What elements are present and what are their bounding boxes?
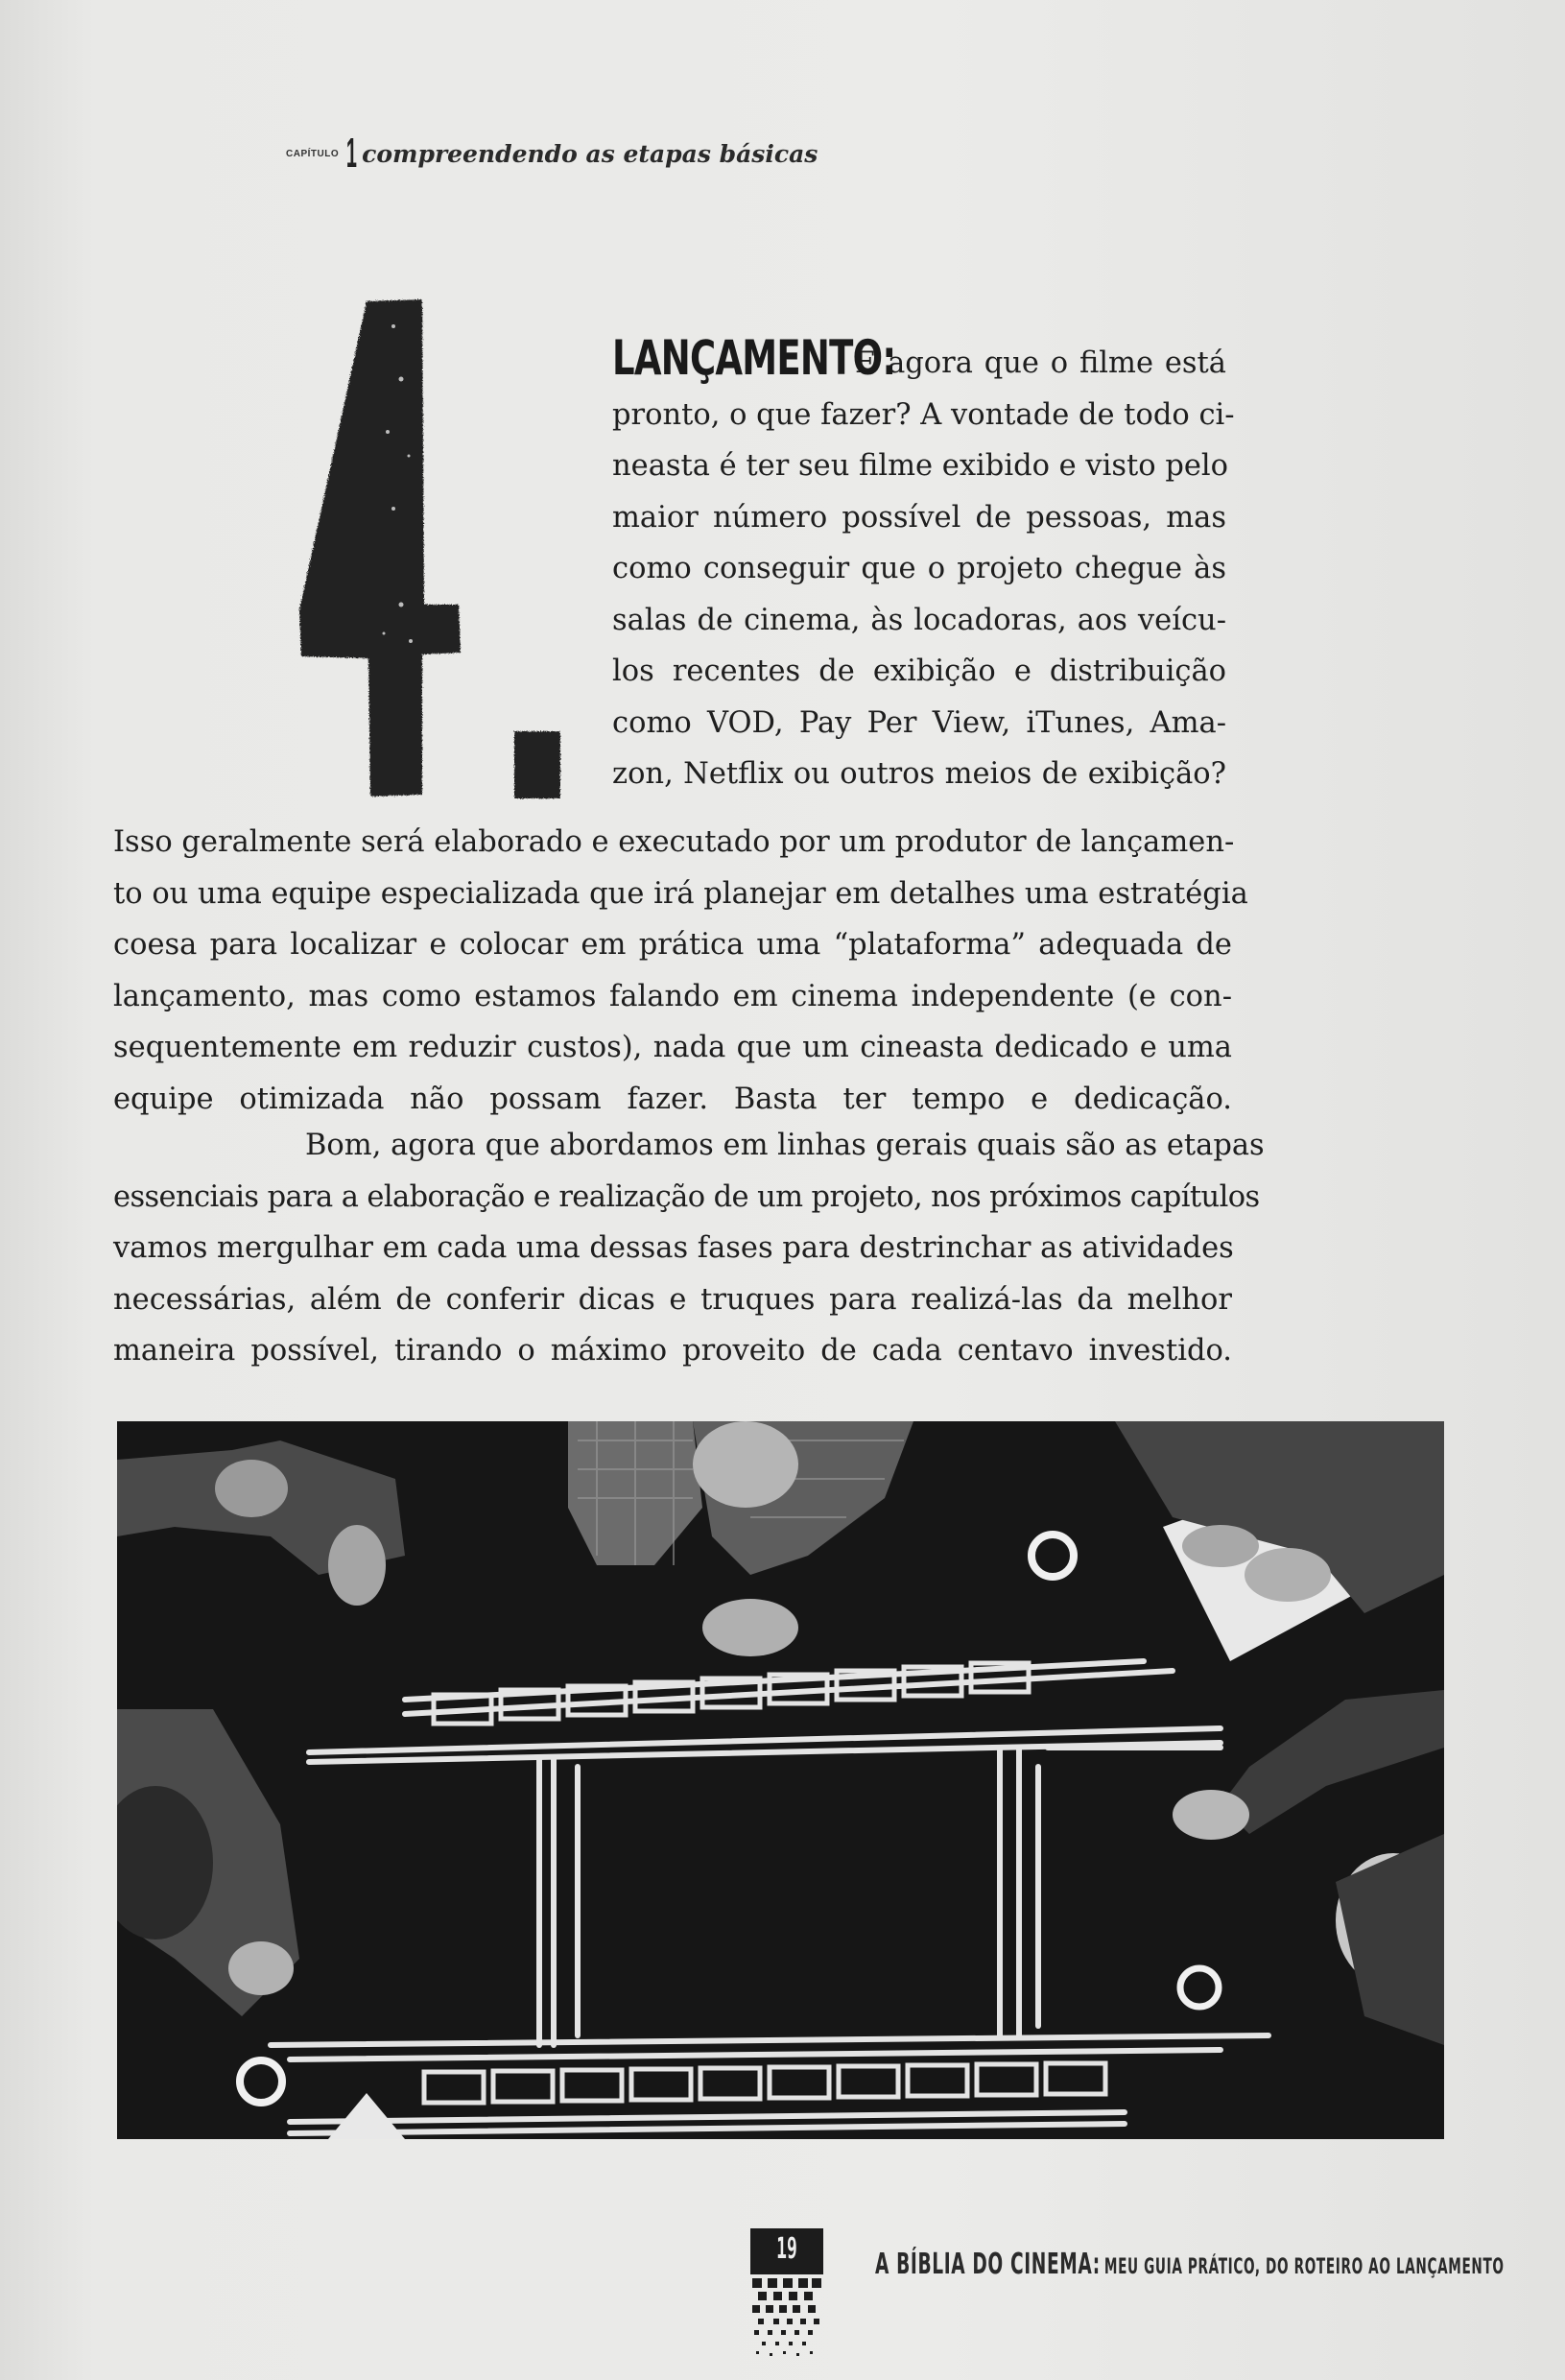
chapter-number: 1: [345, 130, 357, 177]
storyboard-table-photo: [117, 1421, 1444, 2139]
side-line-7: como VOD, Pay Per View, iTunes, Ama-: [612, 705, 1226, 740]
body-line-3: lançamento, mas como estamos falando em cinema independente (e con-: [113, 979, 1232, 1013]
section-body-paragraph: [113, 817, 1248, 1125]
running-header: [286, 132, 818, 175]
section-intro-paragraph: [612, 330, 1235, 800]
body-line-2: coesa para localizar e colocar em prática uma “plataforma” adequada de: [113, 928, 1232, 962]
side-line-5: salas de cinema, às locadoras, aos veícu-: [612, 603, 1226, 637]
side-line-3: maior número possível de pessoas, mas: [612, 500, 1226, 535]
closing-line-4: maneira possível, tirando o máximo proveito de cada centavo investido.: [113, 1334, 1232, 1368]
book-title-main: A BÍBLIA DO CINEMA:: [875, 2248, 1101, 2281]
page-footer: [745, 2228, 1565, 2380]
side-line-4: como conseguir que o projeto chegue às: [612, 552, 1226, 585]
page-number: 19: [776, 2232, 797, 2266]
body-line-4: sequentemente em reduzir custos), nada que um cineasta dedicado e uma: [113, 1031, 1232, 1064]
closing-line-2: vamos mergulhar em cada uma dessas fases para destrinchar as atividades: [113, 1231, 1234, 1265]
book-title: [875, 2248, 1505, 2281]
chapter-title: compreendendo as etapas básicas: [362, 139, 818, 168]
side-line-1: pronto, o que fazer? A vontade de todo ci-: [612, 397, 1235, 432]
body-line-5: equipe otimizada não possam fazer. Basta ter tempo e dedicação.: [113, 1082, 1232, 1116]
closing-paragraph: [113, 1120, 1265, 1377]
body-line-0: Isso geralmente será elaborado e executado por um produtor de lançamen-: [113, 825, 1235, 859]
chapter-label: CAPÍTULO: [286, 148, 340, 159]
closing-line-0: Bom, agora que abordamos em linhas gerais quais são as etapas: [305, 1129, 1265, 1162]
body-line-1: to ou uma equipe especializada que irá planejar em detalhes uma estratégia: [113, 876, 1248, 911]
side-line-8: zon, Netflix ou outros meios de exibição?: [612, 757, 1226, 791]
side-line-6: los recentes de exibição e distribuição: [612, 654, 1226, 688]
side-line-first: [612, 330, 1226, 390]
closing-line-3: necessárias, além de conferir dicas e truques para realizá-las da melhor: [113, 1282, 1232, 1317]
side-line-0: E agora que o filme está: [855, 346, 1226, 380]
section-heading: LANÇAMENTO:: [612, 330, 896, 386]
section-number-graphic: [288, 288, 576, 806]
side-line-2: neasta é ter seu filme exibido e visto pelo: [612, 449, 1229, 483]
book-title-subtitle: MEU GUIA PRÁTICO, DO ROTEIRO AO LANÇAMENTO: [1103, 2255, 1505, 2279]
closing-line-1: essenciais para a elaboração e realização de um projeto, nos próximos capítulos: [113, 1179, 1260, 1214]
